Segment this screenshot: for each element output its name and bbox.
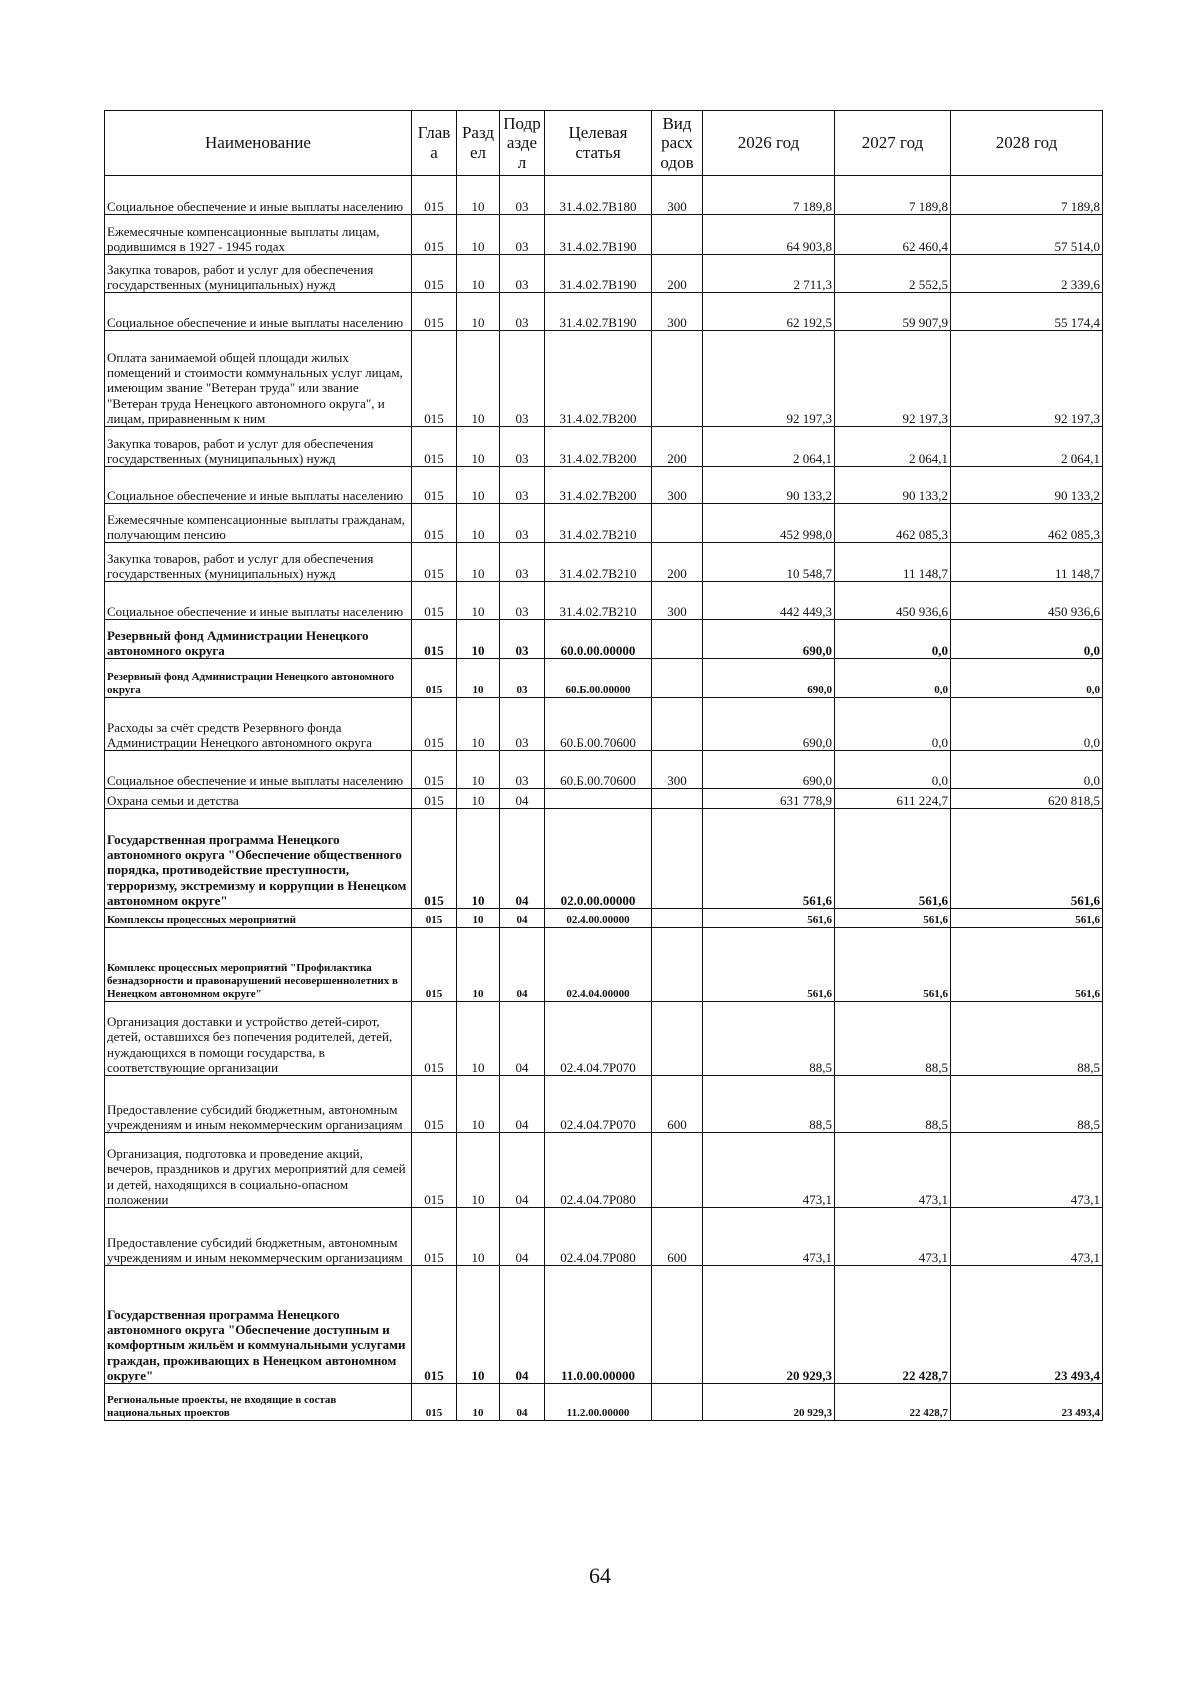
row-target-article: 02.4.04.7Р070 — [545, 1002, 652, 1076]
row-name: Организация доставки и устройство детей-сирот, детей, оставшихся без попечения родителей, детей, нуждающихся в помощи государства, в соответствующие организации — [105, 1002, 412, 1076]
row-target-article: 31.4.02.7В210 — [545, 582, 652, 620]
row-target-article: 02.4.04.00000 — [545, 928, 652, 1002]
row-name: Расходы за счёт средств Резервного фонда Администрации Ненецкого автономного округа — [105, 698, 412, 751]
row-2026: 90 133,2 — [703, 467, 835, 504]
row-glava: 015 — [412, 751, 457, 789]
row-expense-type — [652, 620, 703, 659]
row-2028: 620 818,5 — [951, 789, 1103, 809]
row-2027: 22 428,7 — [835, 1384, 951, 1421]
row-2027: 88,5 — [835, 1002, 951, 1076]
row-2026: 690,0 — [703, 659, 835, 698]
table-row — [105, 928, 1103, 1002]
row-expense-type: 300 — [652, 467, 703, 504]
row-2028: 0,0 — [951, 698, 1103, 751]
table-row — [105, 620, 1103, 659]
table-body — [105, 176, 1103, 1421]
row-name: Ежемесячные компенсационные выплаты гражданам, получающим пенсию — [105, 504, 412, 543]
row-2027: 561,6 — [835, 909, 951, 928]
row-expense-type — [652, 789, 703, 809]
row-glava: 015 — [412, 1133, 457, 1208]
row-expense-type: 600 — [652, 1076, 703, 1133]
row-podrazdel: 03 — [500, 331, 545, 427]
row-2026: 561,6 — [703, 909, 835, 928]
row-podrazdel: 03 — [500, 543, 545, 582]
row-target-article: 31.4.02.7В210 — [545, 504, 652, 543]
row-2027: 88,5 — [835, 1076, 951, 1133]
table-row — [105, 659, 1103, 698]
row-glava: 015 — [412, 215, 457, 255]
row-razdel: 10 — [457, 789, 500, 809]
row-2026: 88,5 — [703, 1002, 835, 1076]
row-glava: 015 — [412, 293, 457, 331]
row-expense-type — [652, 909, 703, 928]
row-name: Социальное обеспечение и иные выплаты населению — [105, 751, 412, 789]
row-2028: 23 493,4 — [951, 1384, 1103, 1421]
budget-table — [104, 110, 1103, 1421]
table-row — [105, 582, 1103, 620]
row-expense-type — [652, 504, 703, 543]
row-glava: 015 — [412, 1002, 457, 1076]
row-target-article: 31.4.02.7В200 — [545, 331, 652, 427]
row-2026: 88,5 — [703, 1076, 835, 1133]
row-podrazdel: 03 — [500, 751, 545, 789]
row-2026: 62 192,5 — [703, 293, 835, 331]
table-row — [105, 1002, 1103, 1076]
row-glava: 015 — [412, 427, 457, 467]
row-target-article: 11.2.00.00000 — [545, 1384, 652, 1421]
header-2027: 2027 год — [835, 111, 951, 176]
row-glava: 015 — [412, 331, 457, 427]
row-2027: 561,6 — [835, 809, 951, 909]
table-row — [105, 1384, 1103, 1421]
row-target-article: 02.4.04.7Р080 — [545, 1133, 652, 1208]
row-2026: 690,0 — [703, 620, 835, 659]
row-glava: 015 — [412, 1266, 457, 1384]
row-2027: 2 064,1 — [835, 427, 951, 467]
row-2026: 92 197,3 — [703, 331, 835, 427]
header-name: Наименование — [105, 111, 412, 176]
row-target-article: 60.0.00.00000 — [545, 620, 652, 659]
row-podrazdel: 03 — [500, 293, 545, 331]
row-razdel: 10 — [457, 467, 500, 504]
table-row — [105, 504, 1103, 543]
row-glava: 015 — [412, 1384, 457, 1421]
row-razdel: 10 — [457, 1384, 500, 1421]
row-glava: 015 — [412, 176, 457, 215]
row-expense-type — [652, 1384, 703, 1421]
row-razdel: 10 — [457, 1208, 500, 1266]
row-2026: 561,6 — [703, 809, 835, 909]
row-podrazdel: 03 — [500, 427, 545, 467]
header-target-article: Целевая статья — [545, 111, 652, 176]
row-2026: 631 778,9 — [703, 789, 835, 809]
table-row — [105, 176, 1103, 215]
row-name: Резервный фонд Администрации Ненецкого автономного округа — [105, 620, 412, 659]
row-2027: 11 148,7 — [835, 543, 951, 582]
row-target-article: 31.4.02.7В210 — [545, 543, 652, 582]
row-podrazdel: 04 — [500, 1133, 545, 1208]
row-glava: 015 — [412, 1076, 457, 1133]
row-2026: 690,0 — [703, 751, 835, 789]
row-2027: 59 907,9 — [835, 293, 951, 331]
row-podrazdel: 03 — [500, 504, 545, 543]
header-razdel: Разд ел — [457, 111, 500, 176]
row-target-article: 31.4.02.7В190 — [545, 293, 652, 331]
row-expense-type — [652, 1266, 703, 1384]
row-name: Ежемесячные компенсационные выплаты лицам, родившимся в 1927 - 1945 годах — [105, 215, 412, 255]
row-podrazdel: 03 — [500, 255, 545, 293]
row-name: Предоставление субсидий бюджетным, автономным учреждениям и иным некоммерческим организациям — [105, 1076, 412, 1133]
table-row — [105, 255, 1103, 293]
row-name: Комплекс процессных мероприятий "Профилактика безнадзорности и правонарушений несовершеннолетних в Ненецком автономном округе" — [105, 928, 412, 1002]
row-razdel: 10 — [457, 1076, 500, 1133]
row-2028: 0,0 — [951, 751, 1103, 789]
row-target-article: 31.4.02.7В190 — [545, 215, 652, 255]
row-2028: 0,0 — [951, 659, 1103, 698]
row-podrazdel: 03 — [500, 659, 545, 698]
header-row — [105, 111, 1103, 176]
row-2027: 473,1 — [835, 1133, 951, 1208]
row-razdel: 10 — [457, 504, 500, 543]
header-glava: Глав а — [412, 111, 457, 176]
row-podrazdel: 04 — [500, 928, 545, 1002]
row-2026: 442 449,3 — [703, 582, 835, 620]
row-target-article: 02.0.00.00000 — [545, 809, 652, 909]
row-name: Социальное обеспечение и иные выплаты населению — [105, 467, 412, 504]
row-2027: 0,0 — [835, 659, 951, 698]
row-razdel: 10 — [457, 215, 500, 255]
row-glava: 015 — [412, 659, 457, 698]
row-name: Закупка товаров, работ и услуг для обеспечения государственных (муниципальных) нужд — [105, 427, 412, 467]
row-2026: 20 929,3 — [703, 1266, 835, 1384]
row-expense-type: 300 — [652, 176, 703, 215]
row-name: Социальное обеспечение и иные выплаты населению — [105, 293, 412, 331]
row-2028: 473,1 — [951, 1208, 1103, 1266]
row-podrazdel: 04 — [500, 1266, 545, 1384]
row-2028: 23 493,4 — [951, 1266, 1103, 1384]
row-podrazdel: 04 — [500, 789, 545, 809]
row-podrazdel: 04 — [500, 1384, 545, 1421]
row-expense-type: 200 — [652, 255, 703, 293]
row-2028: 0,0 — [951, 620, 1103, 659]
row-podrazdel: 03 — [500, 176, 545, 215]
row-expense-type — [652, 331, 703, 427]
table-row — [105, 1266, 1103, 1384]
row-glava: 015 — [412, 582, 457, 620]
row-expense-type — [652, 809, 703, 909]
table-row — [105, 331, 1103, 427]
row-2028: 57 514,0 — [951, 215, 1103, 255]
row-2028: 88,5 — [951, 1076, 1103, 1133]
row-name: Государственная программа Ненецкого автономного округа "Обеспечение общественного порядка, противодействие преступности, терроризму, экстремизму и коррупции в Ненецком автономном округе" — [105, 809, 412, 909]
row-2027: 90 133,2 — [835, 467, 951, 504]
table-row — [105, 427, 1103, 467]
row-target-article: 02.4.04.7Р080 — [545, 1208, 652, 1266]
row-glava: 015 — [412, 928, 457, 1002]
row-razdel: 10 — [457, 293, 500, 331]
table-row — [105, 1208, 1103, 1266]
row-podrazdel: 03 — [500, 698, 545, 751]
row-name: Региональные проекты, не входящие в состав национальных проектов — [105, 1384, 412, 1421]
table-row — [105, 1076, 1103, 1133]
row-target-article: 31.4.02.7В200 — [545, 427, 652, 467]
row-expense-type — [652, 928, 703, 1002]
row-2027: 611 224,7 — [835, 789, 951, 809]
row-name: Закупка товаров, работ и услуг для обеспечения государственных (муниципальных) нужд — [105, 255, 412, 293]
row-name: Оплата занимаемой общей площади жилых помещений и стоимости коммунальных услуг лицам, имеющим звание "Ветеран труда" или звание "Ветеран труда Ненецкого автономного округа", и лицам, приравненным к ним — [105, 331, 412, 427]
row-2028: 90 133,2 — [951, 467, 1103, 504]
row-2026: 561,6 — [703, 928, 835, 1002]
row-expense-type: 300 — [652, 751, 703, 789]
table-row — [105, 293, 1103, 331]
row-2028: 561,6 — [951, 909, 1103, 928]
row-podrazdel: 04 — [500, 1002, 545, 1076]
row-2027: 92 197,3 — [835, 331, 951, 427]
row-expense-type — [652, 659, 703, 698]
row-2027: 0,0 — [835, 620, 951, 659]
row-target-article: 02.4.04.7Р070 — [545, 1076, 652, 1133]
row-razdel: 10 — [457, 909, 500, 928]
row-name: Закупка товаров, работ и услуг для обеспечения государственных (муниципальных) нужд — [105, 543, 412, 582]
table-row — [105, 751, 1103, 789]
row-razdel: 10 — [457, 255, 500, 293]
table-row — [105, 543, 1103, 582]
row-name: Государственная программа Ненецкого автономного округа "Обеспечение доступным и комфортным жильём и коммунальными услугами граждан, проживающих в Ненецком автономном округе" — [105, 1266, 412, 1384]
row-2028: 55 174,4 — [951, 293, 1103, 331]
header-expense-type: Вид расх одов — [652, 111, 703, 176]
row-razdel: 10 — [457, 1133, 500, 1208]
table-row — [105, 467, 1103, 504]
row-podrazdel: 04 — [500, 909, 545, 928]
row-expense-type — [652, 698, 703, 751]
row-target-article — [545, 789, 652, 809]
row-glava: 015 — [412, 1208, 457, 1266]
page-number: 64 — [589, 1563, 611, 1588]
row-2028: 7 189,8 — [951, 176, 1103, 215]
row-expense-type: 200 — [652, 543, 703, 582]
row-target-article: 60.Б.00.70600 — [545, 751, 652, 789]
row-glava: 015 — [412, 909, 457, 928]
row-razdel: 10 — [457, 659, 500, 698]
header-2026: 2026 год — [703, 111, 835, 176]
row-target-article: 02.4.00.00000 — [545, 909, 652, 928]
row-razdel: 10 — [457, 582, 500, 620]
row-glava: 015 — [412, 467, 457, 504]
row-podrazdel: 03 — [500, 620, 545, 659]
row-glava: 015 — [412, 809, 457, 909]
table-row — [105, 809, 1103, 909]
row-name: Резервный фонд Администрации Ненецкого автономного округа — [105, 659, 412, 698]
row-2027: 462 085,3 — [835, 504, 951, 543]
table-row — [105, 1133, 1103, 1208]
row-2027: 450 936,6 — [835, 582, 951, 620]
row-2027: 2 552,5 — [835, 255, 951, 293]
row-expense-type — [652, 215, 703, 255]
row-target-article: 11.0.00.00000 — [545, 1266, 652, 1384]
table-row — [105, 215, 1103, 255]
row-2026: 10 548,7 — [703, 543, 835, 582]
row-podrazdel: 04 — [500, 1208, 545, 1266]
row-expense-type — [652, 1133, 703, 1208]
row-podrazdel: 04 — [500, 809, 545, 909]
row-glava: 015 — [412, 504, 457, 543]
row-target-article: 31.4.02.7В200 — [545, 467, 652, 504]
row-glava: 015 — [412, 543, 457, 582]
row-2028: 2 064,1 — [951, 427, 1103, 467]
row-2028: 450 936,6 — [951, 582, 1103, 620]
row-expense-type: 600 — [652, 1208, 703, 1266]
row-name: Предоставление субсидий бюджетным, автономным учреждениям и иным некоммерческим организациям — [105, 1208, 412, 1266]
row-2028: 88,5 — [951, 1002, 1103, 1076]
row-2027: 7 189,8 — [835, 176, 951, 215]
row-glava: 015 — [412, 620, 457, 659]
row-2027: 0,0 — [835, 698, 951, 751]
row-razdel: 10 — [457, 751, 500, 789]
row-razdel: 10 — [457, 176, 500, 215]
row-podrazdel: 03 — [500, 215, 545, 255]
row-2026: 473,1 — [703, 1133, 835, 1208]
row-razdel: 10 — [457, 620, 500, 659]
row-glava: 015 — [412, 698, 457, 751]
row-razdel: 10 — [457, 928, 500, 1002]
row-2028: 462 085,3 — [951, 504, 1103, 543]
row-2028: 2 339,6 — [951, 255, 1103, 293]
row-expense-type: 300 — [652, 582, 703, 620]
row-podrazdel: 04 — [500, 1076, 545, 1133]
row-glava: 015 — [412, 789, 457, 809]
row-2028: 11 148,7 — [951, 543, 1103, 582]
row-razdel: 10 — [457, 331, 500, 427]
row-2026: 690,0 — [703, 698, 835, 751]
row-podrazdel: 03 — [500, 467, 545, 504]
row-target-article: 31.4.02.7В180 — [545, 176, 652, 215]
budget-sheet — [104, 110, 1102, 1421]
row-name: Организация, подготовка и проведение акций, вечеров, праздников и других мероприятий для семей и детей, находящихся в социально-опасном положении — [105, 1133, 412, 1208]
row-2026: 2 064,1 — [703, 427, 835, 467]
table-row — [105, 909, 1103, 928]
row-name: Комплексы процессных мероприятий — [105, 909, 412, 928]
row-target-article: 60.Б.00.00000 — [545, 659, 652, 698]
row-2028: 92 197,3 — [951, 331, 1103, 427]
row-2028: 473,1 — [951, 1133, 1103, 1208]
row-razdel: 10 — [457, 698, 500, 751]
row-2026: 473,1 — [703, 1208, 835, 1266]
row-2028: 561,6 — [951, 809, 1103, 909]
row-razdel: 10 — [457, 427, 500, 467]
row-2027: 22 428,7 — [835, 1266, 951, 1384]
row-2026: 20 929,3 — [703, 1384, 835, 1421]
row-podrazdel: 03 — [500, 582, 545, 620]
row-glava: 015 — [412, 255, 457, 293]
row-target-article: 60.Б.00.70600 — [545, 698, 652, 751]
row-name: Охрана семьи и детства — [105, 789, 412, 809]
row-expense-type: 200 — [652, 427, 703, 467]
row-2027: 62 460,4 — [835, 215, 951, 255]
row-2026: 64 903,8 — [703, 215, 835, 255]
row-razdel: 10 — [457, 543, 500, 582]
table-row — [105, 789, 1103, 809]
header-2028: 2028 год — [951, 111, 1103, 176]
row-2028: 561,6 — [951, 928, 1103, 1002]
row-razdel: 10 — [457, 1266, 500, 1384]
row-2027: 473,1 — [835, 1208, 951, 1266]
row-name: Социальное обеспечение и иные выплаты населению — [105, 582, 412, 620]
row-target-article: 31.4.02.7В190 — [545, 255, 652, 293]
row-name: Социальное обеспечение и иные выплаты населению — [105, 176, 412, 215]
row-2026: 7 189,8 — [703, 176, 835, 215]
row-2027: 561,6 — [835, 928, 951, 1002]
header-podrazdel: Подр азде л — [500, 111, 545, 176]
row-expense-type — [652, 1002, 703, 1076]
row-2027: 0,0 — [835, 751, 951, 789]
row-razdel: 10 — [457, 1002, 500, 1076]
row-expense-type: 300 — [652, 293, 703, 331]
row-2026: 452 998,0 — [703, 504, 835, 543]
row-2026: 2 711,3 — [703, 255, 835, 293]
table-row — [105, 698, 1103, 751]
row-razdel: 10 — [457, 809, 500, 909]
